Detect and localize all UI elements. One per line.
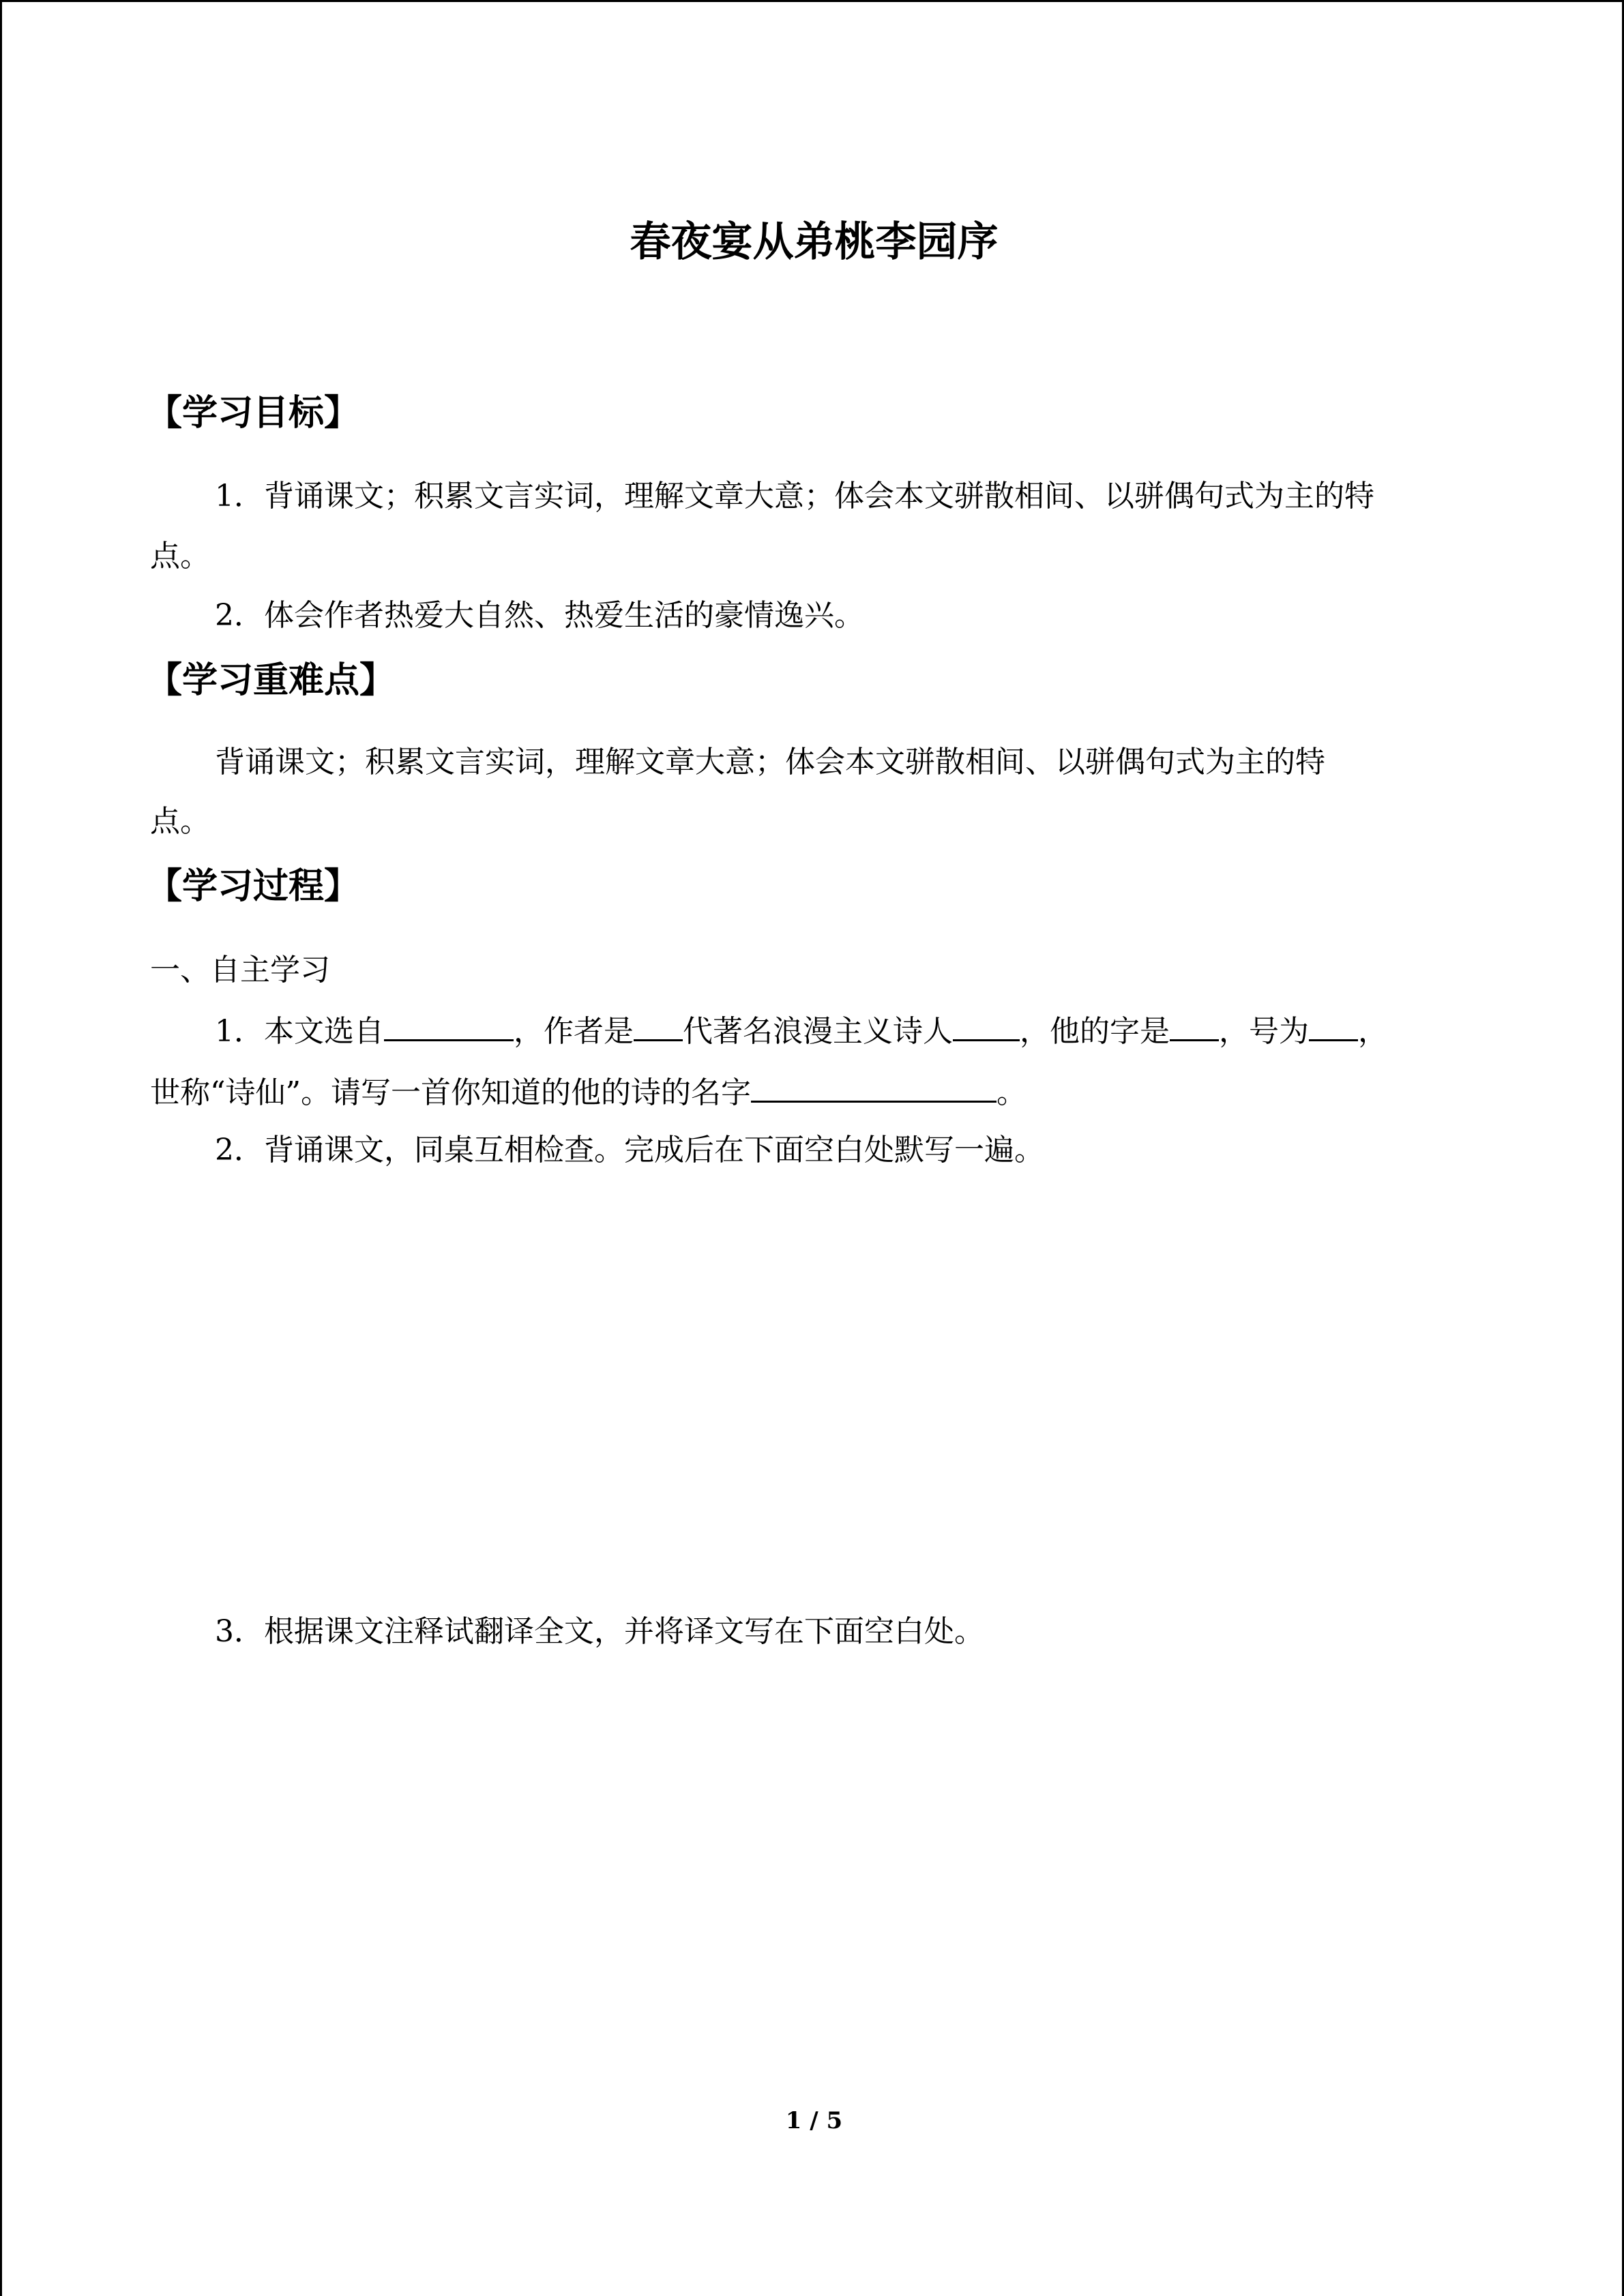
key-points-line-2: 点。 (150, 804, 210, 839)
q1-text-part-3: 代著名浪漫主义诗人 (683, 1014, 953, 1049)
q1-courtesy-name-blank[interactable] (1170, 1009, 1219, 1041)
recitation-writing-area[interactable] (147, 1202, 1477, 1543)
q1-line-2-text: 世称“诗仙”。请写一首你知道的他的诗的名字 (150, 1075, 751, 1110)
question-1-line-2 (150, 1071, 1027, 1114)
q1-text-part-4: ，他的字是 (1020, 1014, 1170, 1049)
objectives-heading: 【学习目标】 (147, 392, 360, 434)
translation-writing-area[interactable] (147, 1680, 1477, 2061)
question-3: 3．根据课文注释试翻译全文，并将译文写在下面空白处。 (215, 1614, 984, 1649)
question-1-line-1 (215, 1009, 1388, 1052)
objective-item-2: 2．体会作者热爱大自然、热爱生活的豪情逸兴。 (215, 598, 864, 633)
self-study-subheading: 一、自主学习 (150, 953, 330, 987)
objective-item-1-line-1: 1．背诵课文；积累文言实词，理解文章大意；体会本文骈散相间、以骈偶句式为主的特 (215, 479, 1374, 513)
document-title: 春夜宴从弟桃李园序 (630, 218, 999, 266)
q1-text-part-5: ，号为 (1219, 1014, 1309, 1049)
key-points-heading: 【学习重难点】 (147, 659, 396, 701)
objective-item-1-line-2: 点。 (150, 539, 210, 573)
q1-book-blank[interactable] (384, 1009, 514, 1041)
q1-dynasty-blank[interactable] (634, 1009, 683, 1041)
q1-line-2-end: 。 (996, 1075, 1027, 1110)
q1-poem-name-blank[interactable] (751, 1071, 996, 1103)
q1-pseudonym-blank[interactable] (1309, 1009, 1358, 1041)
q1-text-part-6: ， (1358, 1014, 1388, 1049)
process-heading: 【学习过程】 (147, 865, 360, 907)
question-2: 2．背诵课文，同桌互相检查。完成后在下面空白处默写一遍。 (215, 1133, 1044, 1167)
q1-poet-blank[interactable] (953, 1009, 1020, 1041)
key-points-line-1: 背诵课文；积累文言实词，理解文章大意；体会本文骈散相间、以骈偶句式为主的特 (215, 745, 1325, 779)
q1-text-part-2: ，作者是 (514, 1014, 634, 1049)
page-indicator: 1 / 5 (785, 2107, 843, 2134)
q1-text-part-1: 1．本文选自 (215, 1014, 384, 1049)
